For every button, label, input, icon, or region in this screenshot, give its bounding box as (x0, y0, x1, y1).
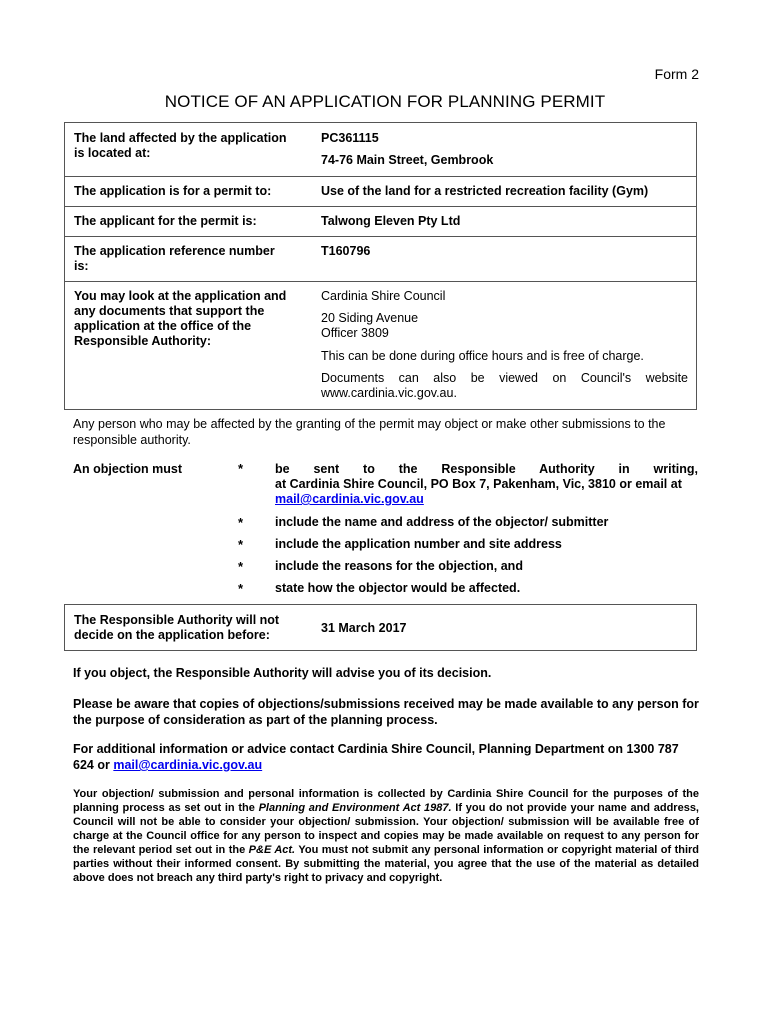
reference-label: The application reference number is: (74, 244, 275, 273)
objection-email-link[interactable]: mail@cardinia.vic.gov.au (275, 492, 424, 506)
objection-item-5: state how the objector would be affected. (275, 581, 521, 595)
reference-value: T160796 (321, 244, 371, 258)
permit-label: The application is for a permit to: (74, 184, 272, 198)
decision-date: 31 March 2017 (321, 621, 407, 635)
permit-row (65, 177, 696, 207)
applicant-label: The applicant for the permit is: (74, 214, 257, 228)
land-ref: PC361115 (321, 131, 379, 145)
website-line1: Documents can also be viewed on Council's website (321, 371, 688, 385)
advise-text: If you object, the Responsible Authority will advise you of its decision. (73, 666, 492, 680)
bullet-4: * (238, 559, 244, 574)
objection-label: An objection must (73, 462, 183, 476)
office-name: Cardinia Shire Council (321, 289, 446, 303)
objection-item-1-line1: be sent to the Responsible Authority in writing, (275, 462, 698, 476)
office-suburb: Officer 3809 (321, 326, 389, 340)
website-line2: www.cardinia.vic.gov.au. (321, 386, 457, 400)
permit-value: Use of the land for a restricted recreation facility (Gym) (321, 184, 649, 198)
land-address: 74-76 Main Street, Gembrook (321, 153, 494, 167)
reference-row (65, 237, 696, 282)
privacy-act-name: Planning and Environment Act 1987. (258, 802, 452, 814)
land-row (65, 123, 696, 177)
view-row (65, 282, 696, 410)
form-number: Form 2 (654, 66, 699, 82)
land-label: The land affected by the application is located at: (74, 131, 287, 160)
contact-sentence: For additional information or advice contact Cardinia Shire Council, Planning Department on 1300 787 624 or (73, 742, 679, 772)
office-details (321, 289, 688, 409)
privacy-statement (73, 787, 699, 885)
bullet-3: * (238, 537, 244, 552)
view-label: You may look at the application and any documents that support the application at the office of the Responsible Authority: (74, 289, 287, 348)
objection-item-1-line2: at Cardinia Shire Council, PO Box 7, Pakenham, Vic, 3810 or email at (275, 477, 682, 491)
applicant-row (65, 207, 696, 237)
privacy-part3: You must not submit any personal information or copyright material of third parties without their informed consent. By submitting the material, you agree that the use of the material as detailed above does not breach any third party's right to privacy and copyright. (73, 844, 700, 884)
privacy-act-short: P&E Act. (248, 844, 296, 856)
objection-item-3: include the application number and site address (275, 537, 562, 551)
contact-text (73, 741, 699, 773)
copies-text: Please be aware that copies of objections/submissions received may be made available to any person for the purpose of consideration as part of the planning process. (73, 697, 699, 727)
objection-intro: Any person who may be affected by the granting of the permit may object or make other submissions to the responsible authority. (73, 417, 666, 447)
office-hours: This can be done during office hours and is free of charge. (321, 349, 644, 363)
objection-item-2: include the name and address of the objector/ submitter (275, 515, 609, 529)
bullet-2: * (238, 515, 244, 530)
privacy-part1: Your objection/ submission and personal information is collected by Cardinia Shire Council for the purposes of the planning process as set out in the (73, 788, 699, 814)
page-title: NOTICE OF AN APPLICATION FOR PLANNING PERMIT (164, 92, 606, 111)
contact-email-link[interactable]: mail@cardinia.vic.gov.au (113, 758, 263, 772)
bullet-5: * (238, 581, 244, 596)
bullet-1: * (238, 461, 244, 476)
objection-item-1 (275, 462, 698, 507)
objection-item-4: include the reasons for the objection, and (275, 559, 523, 573)
applicant-value: Talwong Eleven Pty Ltd (321, 214, 461, 228)
decision-label: The Responsible Authority will not decide on the application before: (74, 613, 280, 642)
privacy-part2: If you do not provide your name and address, Council will not be able to consider your objection/ submission. Your objection/ submission will be available free of charge at the Council office for any person to inspect and copies may be made available on request to any person for the relevant period set out in the (73, 802, 699, 856)
application-details-table (64, 122, 697, 410)
decision-table (64, 604, 697, 651)
office-street: 20 Siding Avenue (321, 311, 419, 325)
